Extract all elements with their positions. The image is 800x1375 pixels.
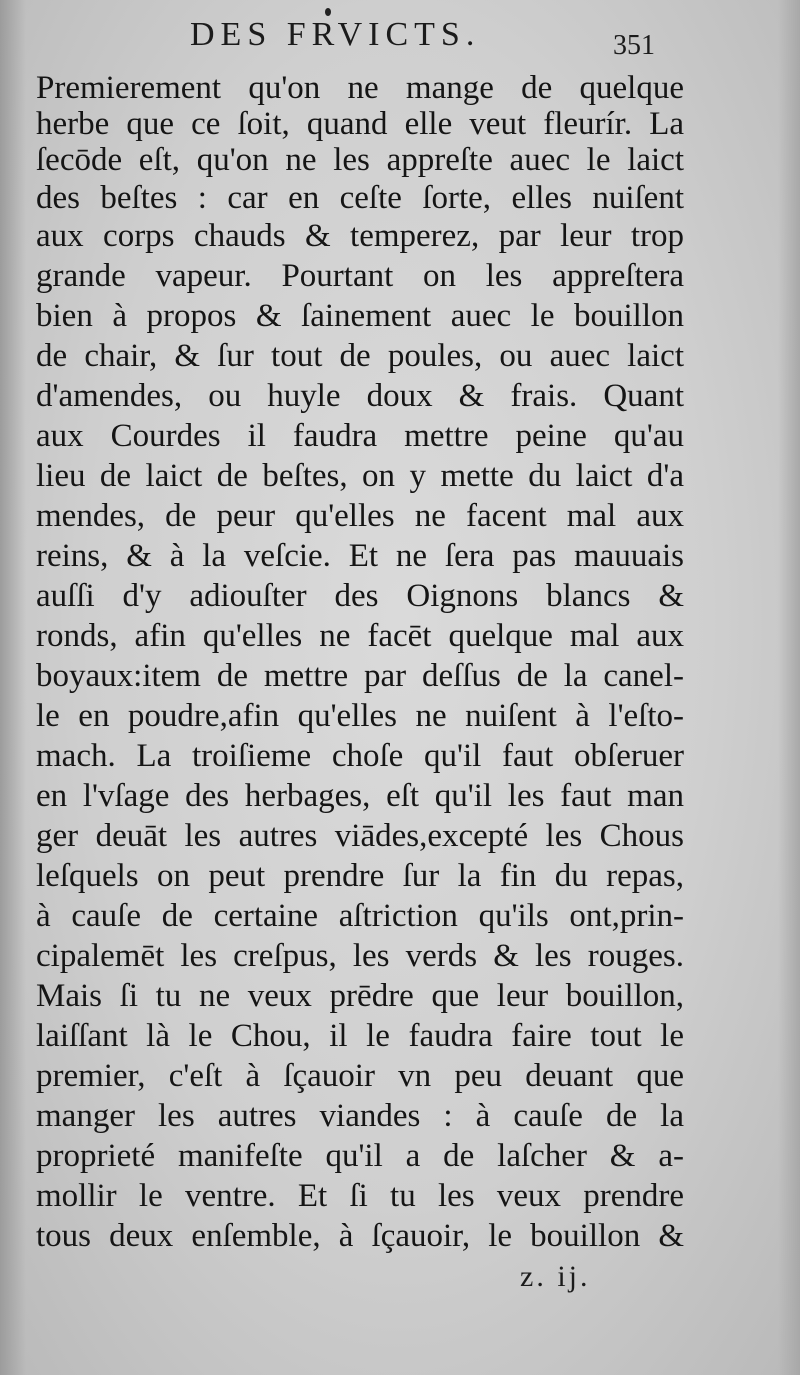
text-line: de chair, & ſur tout de poules, ou auec laict <box>36 338 684 374</box>
text-line: grande vapeur. Pourtant on les appreſtera <box>36 258 684 294</box>
text-line: lieu de laict de beſtes, on y mette du laict d'a <box>36 458 684 494</box>
signature-mark: z. ij. <box>520 1260 591 1293</box>
text-line: premier, c'eſt à ſçauoir vn peu deuant que <box>36 1058 684 1094</box>
text-line: leſquels on peut prendre ſur la fin du repas, <box>36 858 684 894</box>
text-line: auſſi d'y adiouſter des Oignons blancs & <box>36 578 684 614</box>
text-line: aux Courdes il faudra mettre peine qu'au <box>36 418 684 454</box>
text-line: mendes, de peur qu'elles ne facent mal aux <box>36 498 684 534</box>
text-line: ger deuāt les autres viādes,excepté les Chous <box>36 818 684 854</box>
text-line: tous deux enſemble, à ſçauoir, le bouillon & <box>36 1218 684 1254</box>
text-line: herbe que ce ſoit, quand elle veut fleurír. La <box>36 106 684 142</box>
text-line: d'amendes, ou huyle doux & frais. Quant <box>36 378 684 414</box>
text-line: à cauſe de certaine aſtriction qu'ils ont,prin- <box>36 898 684 934</box>
page-number: 351 <box>613 30 655 61</box>
text-line: proprieté manifeſte qu'il a de laſcher & a- <box>36 1138 684 1174</box>
text-line: bien à propos & ſainement auec le bouillon <box>36 298 684 334</box>
text-line: en l'vſage des herbages, eſt qu'il les faut man <box>36 778 684 814</box>
text-line: laiſſant là le Chou, il le faudra faire tout le <box>36 1018 684 1054</box>
text-line: manger les autres viandes : à cauſe de la <box>36 1098 684 1134</box>
text-line: mollir le ventre. Et ſi tu les veux prendre <box>36 1178 684 1214</box>
text-line: ſecōde eſt, qu'on ne les appreſte auec le laict <box>36 142 684 178</box>
text-line: Premierement qu'on ne mange de quelque <box>36 70 684 106</box>
text-line: ronds, afin qu'elles ne facēt quelque mal aux <box>36 618 684 654</box>
text-line: reins, & à la veſcie. Et ne ſera pas mauuais <box>36 538 684 574</box>
text-line: boyaux:item de mettre par deſſus de la canel- <box>36 658 684 694</box>
text-line: cipalemēt les creſpus, les verds & les rouges. <box>36 938 684 974</box>
running-head: DES FRVICTS. <box>190 16 481 53</box>
text-line: aux corps chauds & temperez, par leur trop <box>36 218 684 254</box>
text-line: Mais ſi tu ne veux prēdre que leur bouillon, <box>36 978 684 1014</box>
text-line: des beſtes : car en ceſte ſorte, elles nuiſent <box>36 180 684 216</box>
text-line: mach. La troiſieme choſe qu'il faut obſeruer <box>36 738 684 774</box>
text-line: le en poudre,afin qu'elles ne nuiſent à l'eſto- <box>36 698 684 734</box>
